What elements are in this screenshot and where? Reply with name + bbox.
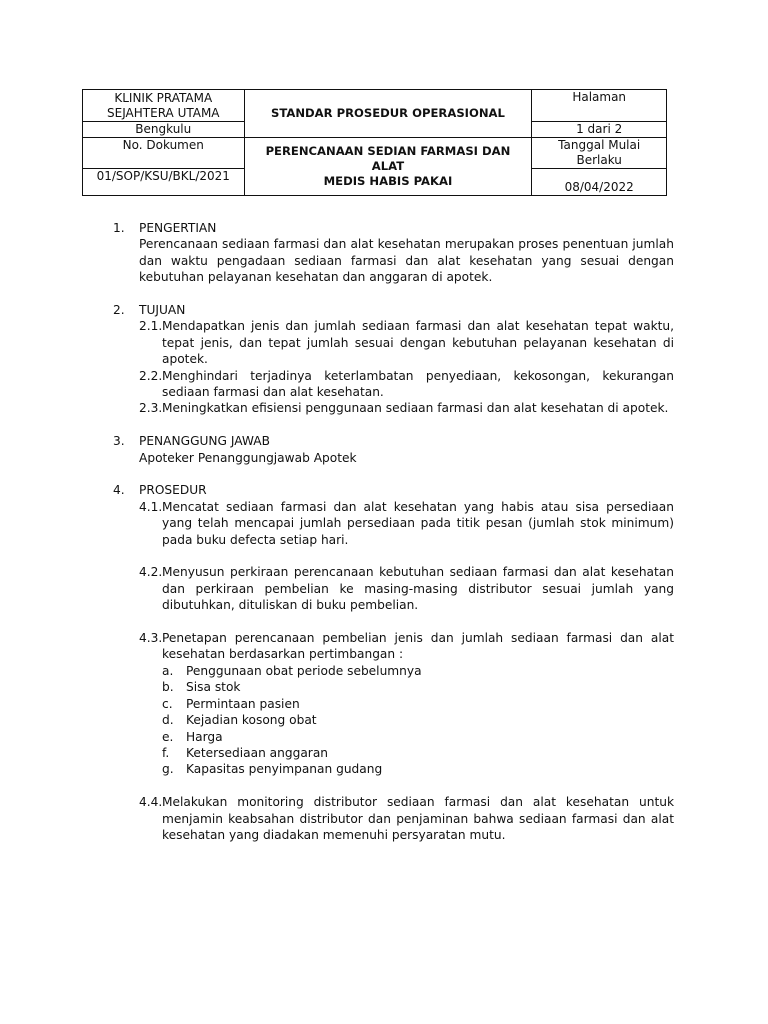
section-number: 3. — [113, 434, 125, 449]
item-letter: d. — [162, 713, 174, 728]
section-prosedur — [113, 482, 674, 843]
item-text: Kapasitas penyimpanan gudang — [186, 762, 383, 777]
sop-title: STANDAR PROSEDUR OPERASIONAL — [244, 90, 532, 138]
item-text: Meningkatkan efisiensi penggunaan sediaan farmasi dan alat kesehatan di apotek. — [162, 401, 669, 416]
item-text: Penetapan perencanaan pembelian jenis dan jumlah sediaan farmasi dan alat kesehatan berdasarkan pertimbangan : — [162, 631, 674, 662]
city: Bengkulu — [83, 122, 245, 138]
section-paragraph: Perencanaan sediaan farmasi dan alat kesehatan merupakan proses penentuan jumlah dan waktu pengadaan sediaan farmasi dan alat kesehatan yang sesuai dengan kebutuhan pelayanan kesehatan dan anggaran di apotek. — [139, 237, 674, 285]
item-text: Menyusun perkiraan perencanaan kebutuhan sediaan farmasi dan alat kesehatan dan perkiraan pembelian ke masing-masing distributor sesuai jumlah yang dibutuhkan, dituliskan di buku pembelian. — [162, 565, 674, 613]
list-item — [139, 499, 674, 548]
section-number: 1. — [113, 221, 125, 235]
item-number: 4.3. — [139, 631, 163, 646]
page-value: 1 dari 2 — [532, 122, 667, 138]
item-text: Mencatat sediaan farmasi dan alat kesehatan yang habis atau sisa persediaan yang telah mencapai jumlah persediaan pada titik pesan (jumlah stok minimum) pada buku defecta setiap hari. — [162, 499, 674, 547]
section-tujuan — [113, 302, 674, 417]
consideration-item — [162, 679, 674, 695]
item-number: 2.1. — [139, 319, 163, 334]
item-letter: c. — [162, 696, 173, 711]
item-text: Melakukan monitoring distributor sediaan farmasi dan alat kesehatan untuk menjamin keabsahan distributor dan penjaminan bahwa sediaan farmasi dan alat kesehatan yang diadakan memenuhi persyaratan mutu. — [162, 795, 674, 842]
consideration-item — [162, 745, 674, 761]
consideration-item — [162, 712, 674, 728]
item-text: Harga — [186, 729, 223, 744]
consideration-item — [162, 729, 674, 745]
item-letter: g. — [162, 762, 174, 777]
item-text: Mendapatkan jenis dan jumlah sediaan farmasi dan alat kesehatan tepat waktu, tepat jenis, dan tepat jumlah sesuai dengan kebutuhan pelayanan kesehatan di apotek. — [162, 319, 674, 367]
item-text: Permintaan pasien — [186, 696, 300, 711]
start-date-label: Tanggal Mulai Berlaku — [532, 138, 667, 169]
consideration-item — [162, 663, 674, 679]
list-item — [139, 564, 674, 613]
item-text: Sisa stok — [186, 680, 241, 695]
consideration-item — [162, 696, 674, 712]
item-text: Kejadian kosong obat — [186, 713, 317, 728]
doc-number: 01/SOP/KSU/BKL/2021 — [83, 169, 245, 196]
organization-name-line2: SEJAHTERA UTAMA — [107, 106, 220, 120]
section-number: 4. — [113, 483, 125, 498]
list-item — [139, 794, 674, 843]
section-title: TUJUAN — [139, 303, 186, 318]
document-subject-line2: MEDIS HABIS PAKAI — [323, 174, 453, 188]
item-number: 2.2. — [139, 368, 163, 383]
section-paragraph: Apoteker Penanggungjawab Apotek — [139, 450, 357, 465]
document-body — [113, 220, 674, 843]
document-subject-line1: PERENCANAAN SEDIAN FARMASI DAN ALAT — [265, 144, 511, 173]
item-letter: e. — [162, 729, 174, 744]
organization-name — [83, 90, 245, 122]
item-letter: b. — [162, 680, 174, 695]
item-letter: f. — [162, 745, 170, 760]
item-letter: a. — [162, 663, 174, 678]
document-subject — [244, 138, 532, 196]
start-date: 08/04/2022 — [532, 169, 667, 196]
item-number: 4.1. — [139, 499, 163, 514]
item-text: Menghindari terjadinya keterlambatan penyediaan, kekosongan, kekurangan sediaan farmasi dan alat kesehatan. — [162, 368, 674, 400]
section-number: 2. — [113, 303, 125, 318]
list-item — [139, 400, 674, 416]
section-title: PENGERTIAN — [139, 221, 217, 235]
item-number: 2.3. — [139, 401, 163, 416]
list-item — [139, 368, 674, 401]
sop-header-table — [82, 89, 667, 196]
list-item — [139, 318, 674, 367]
section-title: PROSEDUR — [139, 483, 207, 498]
section-penanggung-jawab — [113, 433, 674, 466]
item-text: Ketersediaan anggaran — [186, 745, 329, 760]
item-text: Penggunaan obat periode sebelumnya — [186, 663, 422, 678]
organization-name-line1: KLINIK PRATAMA — [114, 91, 213, 105]
item-number: 4.4. — [139, 795, 163, 810]
consideration-item — [162, 761, 674, 777]
list-item — [139, 630, 674, 663]
doc-number-label: No. Dokumen — [83, 138, 245, 169]
section-title: PENANGGUNG JAWAB — [139, 434, 270, 449]
item-number: 4.2. — [139, 565, 163, 580]
section-pengertian — [113, 220, 674, 286]
page-label: Halaman — [532, 90, 667, 122]
